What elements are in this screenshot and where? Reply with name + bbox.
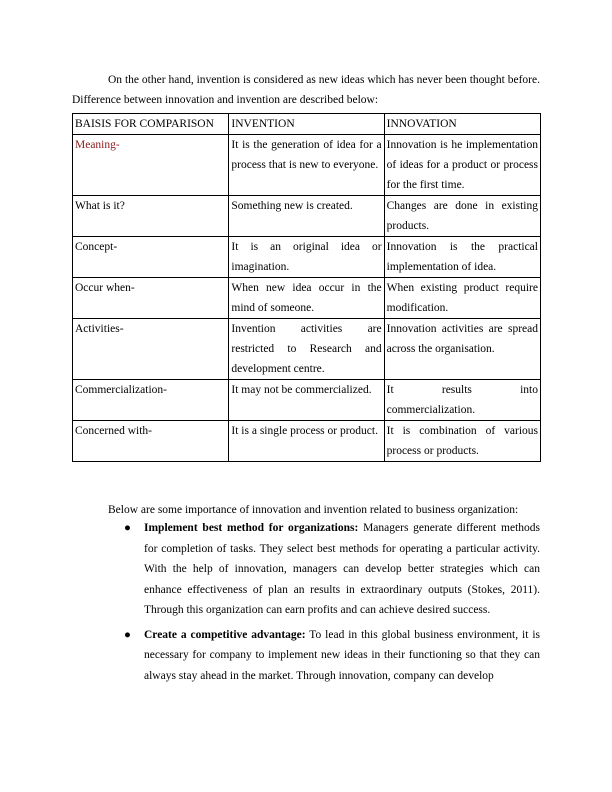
- row-label: Concept-: [73, 237, 229, 278]
- comparison-table: [72, 113, 541, 462]
- invention-cell: It is an original idea or imagination.: [229, 237, 384, 278]
- invention-cell: Invention activities are restricted to Research and development centre.: [229, 319, 384, 380]
- header-innovation: INNOVATION: [384, 114, 540, 135]
- list-item: [108, 625, 540, 687]
- innovation-cell: Changes are done in existing products.: [384, 196, 540, 237]
- innovation-cell: When existing product require modification.: [384, 278, 540, 319]
- innovation-cell: It results into commercialization.: [384, 380, 540, 421]
- bullet-icon: ●: [124, 628, 131, 641]
- table-header-row: [73, 114, 541, 135]
- bullet-icon: ●: [124, 522, 131, 534]
- invention-cell: It is the generation of idea for a process that is new to everyone.: [229, 135, 384, 196]
- list-item-text: To lead in this global business environment, it is necessary for company to implement new ideas in their functioning so that they can always stay ahead in the market. Through innovation, company can develop: [144, 628, 540, 682]
- row-label: Activities-: [73, 319, 229, 380]
- innovation-cell: It is combination of various process or products.: [384, 421, 540, 462]
- table-row: [73, 278, 541, 319]
- invention-cell: Something new is created.: [229, 196, 384, 237]
- table-row: [73, 380, 541, 421]
- table-row: [73, 237, 541, 278]
- innovation-cell: Innovation is he implementation of ideas for a product or process for the first time.: [384, 135, 540, 196]
- list-item: [108, 518, 540, 621]
- intro-paragraph: On the other hand, invention is considered as new ideas which has never been thought before. Difference between innovation and invention are described below:: [72, 74, 540, 106]
- row-label: What is it?: [73, 196, 229, 237]
- list-item-text: Managers generate different methods for completion of tasks. They select best methods for operating a particular activity. With the help of innovation, managers can develop better strategies which can enhance effectiveness of plan an results in extraordinary outputs (Stokes, 2011). Through this organization can earn profits and can achieve desired success.: [144, 522, 540, 616]
- list-item-title: Create a competitive advantage:: [144, 628, 306, 641]
- row-label: Occur when-: [73, 278, 229, 319]
- invention-cell: It may not be commercialized.: [229, 380, 384, 421]
- table-row: [73, 135, 541, 196]
- importance-lead-paragraph: Below are some importance of innovation and invention related to business organization:: [108, 504, 519, 516]
- table-row: [73, 421, 541, 462]
- innovation-cell: Innovation activities are spread across the organisation.: [384, 319, 540, 380]
- innovation-cell: Innovation is the practical implementation of idea.: [384, 237, 540, 278]
- invention-cell: When new idea occur in the mind of someone.: [229, 278, 384, 319]
- table-row: [73, 319, 541, 380]
- list-item-title: Implement best method for organizations:: [144, 522, 359, 534]
- row-label: Concerned with-: [73, 421, 229, 462]
- row-label: Meaning-: [73, 135, 229, 196]
- row-label: Commercialization-: [73, 380, 229, 421]
- importance-list: [108, 518, 540, 690]
- invention-cell: It is a single process or product.: [229, 421, 384, 462]
- header-basis: BAISIS FOR COMPARISON: [73, 114, 229, 135]
- header-invention: INVENTION: [229, 114, 384, 135]
- table-row: [73, 196, 541, 237]
